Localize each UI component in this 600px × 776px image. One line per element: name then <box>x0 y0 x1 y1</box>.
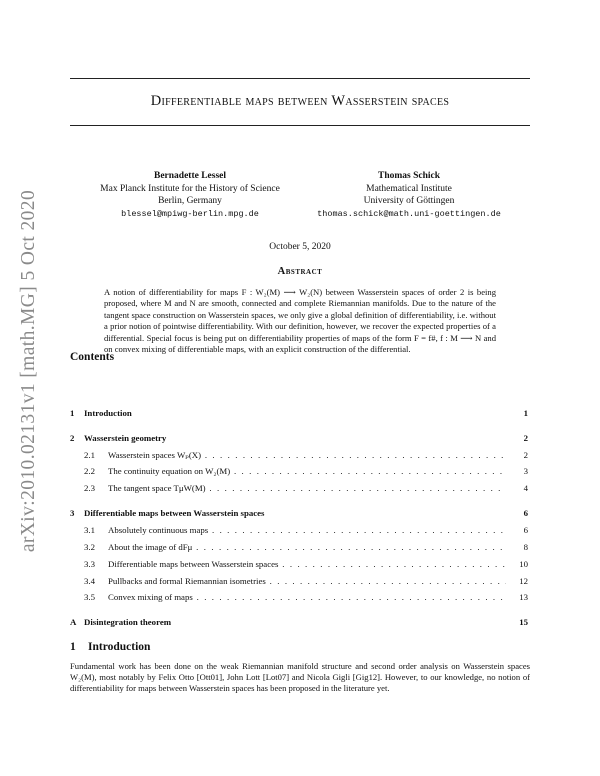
toc-title: Differentiable maps between Wasserstein spaces <box>84 508 265 518</box>
toc-page: 2 <box>523 450 528 460</box>
toc-num: 3.5 <box>84 592 95 602</box>
toc-page: 2 <box>523 433 528 443</box>
toc-subentry[interactable] <box>70 525 530 537</box>
toc-page: 1 <box>523 408 528 418</box>
author-block <box>90 170 290 220</box>
toc-num: 3.3 <box>84 559 95 569</box>
author-email: thomas.schick@math.uni-goettingen.de <box>317 208 501 219</box>
toc-page: 6 <box>523 525 528 535</box>
toc-page: 13 <box>519 592 528 602</box>
toc-num: 3.1 <box>84 525 95 535</box>
section-title: Introduction <box>88 641 151 653</box>
toc-page: 4 <box>523 483 528 493</box>
toc-title: Wasserstein spaces Wₚ(X) . . . <box>108 450 506 460</box>
toc-subentry[interactable] <box>70 592 530 604</box>
toc-num: 3.4 <box>84 576 95 586</box>
toc-num: 2 <box>70 433 75 443</box>
toc-num: 2.2 <box>84 466 95 476</box>
author-name: Thomas Schick <box>377 171 441 181</box>
contents-heading: Contents <box>70 351 115 363</box>
author-location: University of Göttingen <box>363 196 455 206</box>
toc-entry[interactable] <box>70 408 530 420</box>
author-affiliation: Max Planck Institute for the History of Science <box>100 183 280 194</box>
toc-subentry[interactable] <box>70 559 530 571</box>
toc-title: The continuity equation on W₂(M) . . . <box>108 466 506 476</box>
toc-num: 1 <box>70 408 75 418</box>
toc-num: 2.1 <box>84 450 95 460</box>
toc-entry[interactable] <box>70 508 530 520</box>
toc-page: 15 <box>519 617 528 627</box>
abstract-text: A notion of differentiability for maps F : W₂(M) ⟶ W₂(N) between Wasserstein spaces of order 2 is being proposed, where M and N are smooth, connected and complete Riemannian manifolds. Due to the nature of the tangent space construction on Wasserstein spaces, we only give a global definition of differentiability, i.e. without a prior notion of pointwise differentiability. With our definition, however, we recover the expected properties of a differential. Special focus is being put on differentiability properties of maps of the form F = f#, f : M ⟶ N and on convex mixing of differentiable maps, with an explicit construction of the differential. <box>104 287 496 355</box>
toc-subentry[interactable] <box>70 466 530 478</box>
author-affiliation: Mathematical Institute <box>366 183 452 194</box>
intro-paragraph: Fundamental work has been done on the weak Riemannian manifold structure and second order analysis on Wasserstein spaces W₂(M), most notably by Felix Otto [Ott01], John Lott [Lot07] and Nicola Gigli [Gig12]. However, to our knowledge, no notion of differentiability for maps between Wasserstein spaces has been proposed in the literature yet. <box>70 661 530 694</box>
author-location: Berlin, Germany <box>158 196 222 206</box>
toc-subentry[interactable] <box>70 542 530 554</box>
toc-subentry[interactable] <box>70 450 530 462</box>
arxiv-stamp-text: arXiv:2010.02131v1 [math.MG] 5 Oct 2020 <box>18 189 39 553</box>
toc-title: The tangent space TμW(M) . . . <box>108 483 506 493</box>
toc-title: Differentiable maps between Wasserstein spaces . . . <box>108 559 506 569</box>
toc-page: 3 <box>523 466 528 476</box>
toc-page: 8 <box>523 542 528 552</box>
toc-num: A <box>70 617 77 627</box>
author-block <box>300 170 518 220</box>
toc-num: 3.2 <box>84 542 95 552</box>
toc-num: 3 <box>70 508 75 518</box>
section-number: 1 <box>70 641 76 653</box>
toc-page: 10 <box>519 559 528 569</box>
toc-title: Pullbacks and formal Riemannian isometries . . . <box>108 576 506 586</box>
toc-subentry[interactable] <box>70 483 530 495</box>
author-name: Bernadette Lessel <box>153 171 227 181</box>
toc-page: 6 <box>523 508 528 518</box>
toc-page: 12 <box>519 576 528 586</box>
toc-subentry[interactable] <box>70 576 530 588</box>
toc-title: Introduction <box>84 408 132 418</box>
title-rule-top <box>70 78 530 79</box>
section-heading <box>70 641 150 653</box>
toc-title: About the image of dFμ . . . <box>108 542 506 552</box>
title-rule-bottom <box>70 125 530 126</box>
arxiv-stamp <box>8 176 44 566</box>
paper-title: Differentiable maps between Wasserstein spaces <box>150 93 450 109</box>
toc-entry[interactable] <box>70 433 530 445</box>
author-email: blessel@mpiwg-berlin.mpg.de <box>121 208 259 219</box>
toc-title: Convex mixing of maps . . . <box>108 592 506 602</box>
toc-title: Wasserstein geometry <box>84 433 167 443</box>
toc-entry[interactable] <box>70 617 530 629</box>
toc-num: 2.3 <box>84 483 95 493</box>
toc-title: Absolutely continuous maps . . . <box>108 525 506 535</box>
toc-title: Disintegration theorem <box>84 617 172 627</box>
abstract-heading: Abstract <box>277 266 323 277</box>
paper-date: October 5, 2020 <box>269 242 331 252</box>
